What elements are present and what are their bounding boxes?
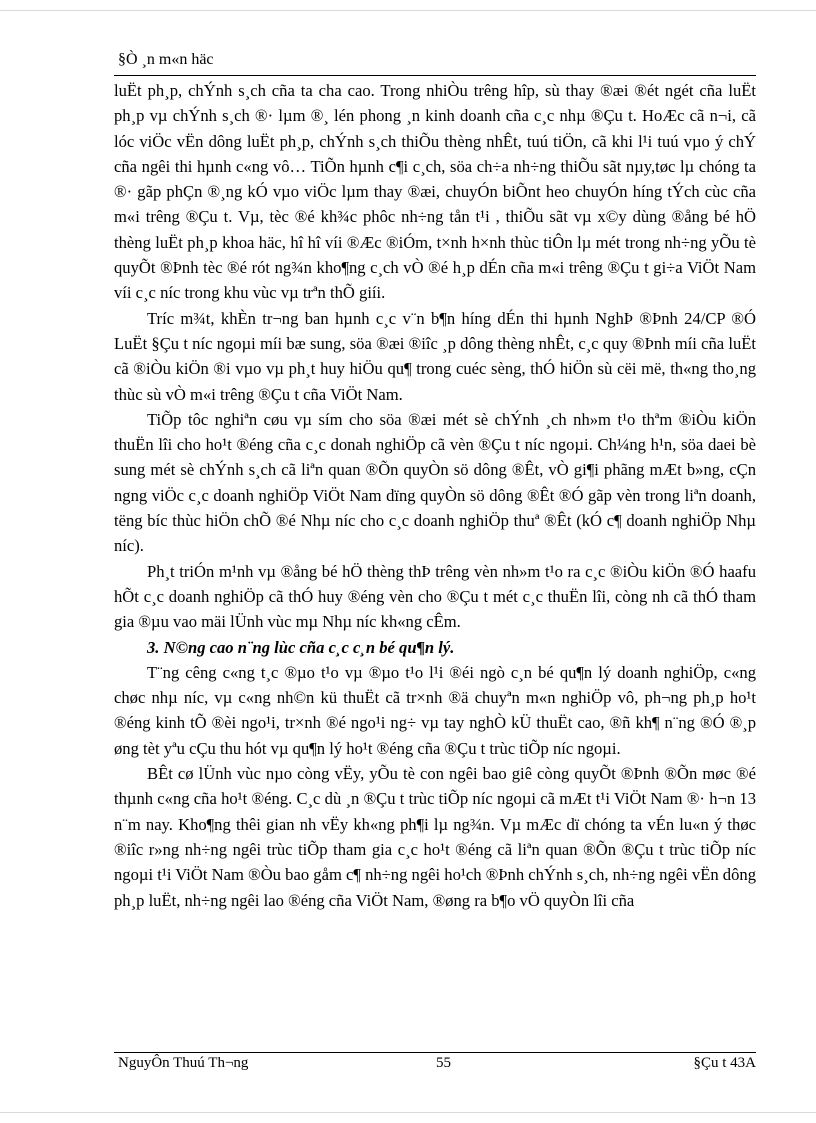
page-number: 55 xyxy=(436,1055,451,1071)
page-bottom-edge xyxy=(0,1112,816,1113)
paragraph-5: T¨ng cêng c«ng t¸c ®µo t¹o vµ ®µo t¹o l¹i ®éi ngò c¸n bé qu¶n lý doanh nghiÖp, c«ng chøc nhµ níc, vµ c«ng nh©n kü thuËt cã tr×nh ®ä chuyªn m«n nghiÖp vô, ph¬ng ph¸p ho¹t ®éng kinh tÕ ®èi ngo¹i, tr×nh ®é ngo¹i ng÷ vµ tay nghÒ kÜ thuËt cao, ®ñ kh¶ n¨ng ®Ó ®¸p øng tèt yªu cÇu thu hót vµ qu¶n lý ho¹t ®éng cña ®Çu t trùc tiÕp níc ngoµi. xyxy=(114,662,756,758)
document-body xyxy=(114,78,756,913)
footer-class: §Çu t 43A xyxy=(693,1055,756,1071)
footer-author: NguyÔn Thuú Th¬ng xyxy=(118,1055,249,1071)
header-rule xyxy=(114,75,756,76)
paragraph-2: Tríc m¾t, khÈn tr¬ng ban hµnh c¸c v¨n b¶n híng dÉn thi hµnh NghÞ ®Þnh 24/CP ®Ó LuËt §Çu t níc ngoµi míi bæ sung, söa ®æi ®iîc ¸p dông thèng nhÊt, c¸c quy ®Þnh míi cña luËt cã ®iÒu kiÖn ®i vµo vµ ph¸t huy hiÖu qu¶ trong cuéc sèng, thÓ hiÖn sù cëi më, th«ng tho¸ng thùc sù vÒ m«i trêng ®Çu t cña ViÖt Nam. xyxy=(114,308,756,404)
header-title: §Ò ¸n m«n häc xyxy=(118,51,214,68)
paragraph-6: BÊt cø lÜnh vùc nµo còng vËy, yÕu tè con ngêi bao giê còng quyÕt ®Þnh ®Õn møc ®é thµnh c«ng cña ho¹t ®éng. C¸c dù ¸n ®Çu t trùc tiÕp níc ngoµi cã mÆt t¹i ViÖt Nam ®· h¬n 13 n¨m nay. Kho¶ng thêi gian nh vËy kh«ng ph¶i lµ ng¾n. Vµ mÆc dï chóng ta vÉn lu«n ý thøc ®iîc r»ng nh÷ng ngêi trùc tiÕp tham gia c¸c ho¹t ®éng cã liªn quan ®Õn ®Çu t trùc tiÕp níc ngoµi t¹i ViÖt Nam ®Òu bao gåm c¶ nh÷ng ngêi ho¹ch ®Þnh chÝnh s¸ch, nh÷ng ngêi vËn dông ph¸p luËt, nh÷ng ngêi lao ®éng cña ViÖt Nam, ®øng ra b¶o vÖ quyÒn lîi cña xyxy=(114,764,756,910)
page-header xyxy=(118,50,756,70)
paragraph-4: Ph¸t triÓn m¹nh vµ ®ång bé hÖ thèng thÞ trêng vèn nh»m t¹o ra c¸c ®iÒu kiÖn ®Ó haafu hÕt c¸c doanh nghiÖp cã thÓ huy ®éng vèn cho ®Çu t mét c¸c thuËn lîi, còng nh cã thÓ tham gia ®µu vao mäi lÜnh vùc mµ Nhµ níc kh«ng cÊm. xyxy=(114,561,756,632)
paragraph-3: TiÕp tôc nghiªn cøu vµ sím cho söa ®æi mét sè chÝnh ¸ch nh»m t¹o thªm ®iÒu kiÖn thuËn lîi cho ho¹t ®éng cña c¸c donah nghiÖp cã vèn ®Çu t níc ngoµi. Ch¼ng h¹n, söa daei bè sung mét sè chÝnh s¸ch cã liªn quan ®Õn quyÒn sö dông ®Êt, vÒ gi¶i phãng mÆt b»ng, cÇn ngng viÖc c¸c doanh nghiÖp ViÖt Nam dïng quyÒn sö dông ®Êt ®Ó gãp vèn trong liªn doanh, tëng bíc thùc hiÖn chÕ ®é Nhµ níc cho c¸c doanh nghiÖp thuª ®Êt (kÓ c¶ doanh nghiÖp Nhµ níc). xyxy=(114,409,756,556)
paragraph-1: luËt ph¸p, chÝnh s¸ch cña ta cha cao. Trong nhiÒu trêng hîp, sù thay ®æi ®ét ngét cña luËt ph¸p vµ chÝnh s¸ch ®· lµm ®¸ lén phong ¸n kinh doanh cña c¸c nhµ ®Çu t. HoÆc cã n¬i, cã lóc viÖc vËn dông luËt ph¸p, chÝnh s¸ch thiÕu thèng nhÊt, tuú tiÖn, cã khi l¹i tuú vµo ý chÝ cña ngêi thi hµnh c«ng vô… TiÕn hµnh c¶i c¸ch, söa ch÷a nh÷ng thiÕu sãt nµy,tøc lµ chóng ta ®· gãp phÇn ®¸ng kÓ vµo viÖc lµm thay ®æi, chuyÓn biÕnt heo chuyÓn híng tÝch cùc cña m«i trêng ®Çu t. Vµ, tèc ®é kh¾c phôc nh÷ng tån t¹i , thiÕu sãt vµ x©y dùng ®ång bé hÖ thèng luËt ph¸p khoa häc, hî hî víi ®Æc ®iÓm, t×nh h×nh thùc tiÔn lµ mét trong nh÷ng yÕu tè quyÕt ®Þnh tèc ®é rót ng¾n kho¶ng c¸ch vÒ ®é h¸p dÉn cña m«i trêng ®Çu t gi÷a ViÖt Nam víi c¸c níc trong khu vùc vµ trªn thÕ giíi. xyxy=(114,81,756,303)
page-top-edge xyxy=(0,10,816,11)
page-footer xyxy=(118,1055,756,1077)
footer-rule xyxy=(114,1052,756,1053)
section-heading: 3. N©ng cao n¨ng lùc cña c¸c c¸n bé qu¶n lý. xyxy=(147,637,455,657)
